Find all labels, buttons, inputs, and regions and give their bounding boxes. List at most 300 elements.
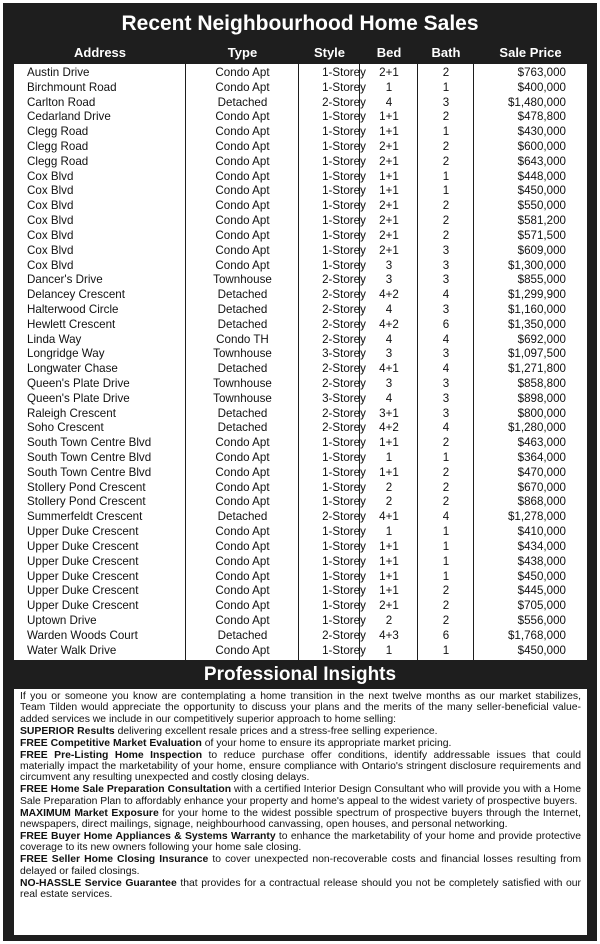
bed-cell: 4+3 [379,628,399,642]
price-cell: $364,000 [517,451,566,465]
insight-item [20,808,581,831]
price-cell: $556,000 [517,613,566,627]
bath-cell: 2 [442,214,450,228]
table-row [14,376,587,391]
address-cell: Carlton Road [27,95,96,109]
style-cell: 3-Storey [322,347,366,361]
type-cell: Detached [217,288,268,302]
type-cell: Condo Apt [215,451,270,465]
table-row [14,465,587,480]
bath-cell: 4 [442,332,450,346]
style-cell: 1-Storey [322,495,366,509]
bath-cell: 3 [442,347,450,361]
type-cell: Condo Apt [215,199,270,213]
insight-item [20,878,581,901]
insight-item [20,831,581,854]
insights-title: Professional Insights [203,664,397,685]
address-cell: Stollery Pond Crescent [27,480,146,494]
style-cell: 1-Storey [322,154,366,168]
address-cell: Birchmount Road [27,80,117,94]
table-row [14,198,587,213]
table-row [14,272,587,287]
bed-cell: 2 [385,480,393,494]
type-cell: Condo Apt [215,569,270,583]
bath-cell: 1 [442,643,450,657]
table-row [14,598,587,613]
bath-cell: 3 [442,406,450,420]
table-row [14,243,587,258]
table-row [14,569,587,584]
price-cell: $858,800 [517,377,566,390]
bed-cell: 4+2 [379,317,399,331]
address-cell: Clegg Road [27,125,89,139]
table-row [14,65,587,80]
insight-lead: NO-HASSLE Service Guarantee [20,877,177,889]
price-cell: $450,000 [517,184,566,198]
style-cell: 1-Storey [322,140,366,154]
bed-cell: 1+1 [379,569,399,583]
table-row [14,109,587,124]
price-cell: $1,480,000 [507,95,566,109]
type-cell: Detached [217,317,268,331]
bed-cell: 4 [385,302,393,316]
bath-cell: 3 [442,243,450,257]
insight-lead: FREE Pre-Listing Home Inspection [20,749,203,761]
address-cell: Dancer's Drive [27,273,103,287]
style-cell: 3-Storey [322,391,366,405]
insight-text: delivering excellent resale prices and a stress-free selling experience. [114,725,438,737]
price-cell: $448,000 [517,169,566,183]
header-style: Style [313,45,346,60]
price-cell: $1,300,000 [507,258,566,272]
type-cell: Condo Apt [215,465,270,479]
style-cell: 1-Storey [322,584,366,598]
table-row [14,258,587,273]
table-row [14,435,587,450]
style-cell: 1-Storey [322,539,366,553]
style-cell: 1-Storey [322,184,366,198]
bed-cell: 1+1 [379,465,399,479]
bath-cell: 4 [442,421,450,435]
style-cell: 1-Storey [322,465,366,479]
style-cell: 1-Storey [322,169,366,183]
header-bath: Bath [431,45,461,60]
type-cell: Condo Apt [215,613,270,627]
insight-text: to cover unexpected non-recoverable costs and financial losses resulting from delayed or failed closings. [20,854,581,877]
address-cell: Cox Blvd [27,258,74,272]
price-cell: $581,200 [517,214,566,228]
bed-cell: 2+1 [379,243,399,257]
address-cell: Warden Woods Court [27,628,138,642]
price-cell: $705,000 [517,599,566,613]
bed-cell: 1 [385,643,393,657]
table-row [14,509,587,524]
bed-cell: 1+1 [379,554,399,568]
table-row [14,391,587,406]
bath-cell: 3 [442,391,450,405]
price-cell: $434,000 [517,539,566,553]
insight-item [20,726,581,737]
type-cell: Detached [217,628,268,642]
bed-cell: 3 [385,258,393,272]
address-cell: Upper Duke Crescent [27,554,139,568]
insights-panel [14,689,587,935]
price-cell: $1,160,000 [507,302,566,316]
price-cell: $763,000 [517,66,566,79]
price-cell: $445,000 [517,584,566,598]
bed-cell: 2+1 [379,214,399,228]
address-cell: Queen's Plate Drive [27,377,130,390]
style-cell: 1-Storey [322,258,366,272]
type-cell: Condo Apt [215,140,270,154]
bed-cell: 1+1 [379,184,399,198]
bath-cell: 3 [442,258,450,272]
insight-lead: FREE Home Sale Preparation Consultation [20,784,232,796]
address-cell: Linda Way [27,332,82,346]
address-cell: Upper Duke Crescent [27,569,139,583]
address-cell: Cox Blvd [27,228,74,242]
address-cell: South Town Centre Blvd [27,465,152,479]
table-row [14,643,587,658]
bath-cell: 1 [442,525,450,539]
style-cell: 2-Storey [322,95,366,109]
bed-cell: 1+1 [379,539,399,553]
table-row [14,80,587,95]
bath-cell: 3 [442,377,450,390]
address-cell: Upper Duke Crescent [27,599,139,613]
address-cell: Upper Duke Crescent [27,584,139,598]
price-cell: $855,000 [517,273,566,287]
bed-cell: 4+1 [379,510,399,524]
bath-cell: 1 [442,539,450,553]
address-cell: Cox Blvd [27,214,74,228]
type-cell: Condo Apt [215,436,270,450]
bed-cell: 2+1 [379,199,399,213]
price-cell: $478,800 [517,110,566,124]
type-cell: Detached [217,406,268,420]
style-cell: 2-Storey [322,406,366,420]
table-row [14,169,587,184]
address-cell: South Town Centre Blvd [27,436,152,450]
style-cell: 1-Storey [322,525,366,539]
bed-cell: 4+2 [379,288,399,302]
type-cell: Detached [217,362,268,376]
insight-lead: MAXIMUM Market Exposure [20,807,159,819]
table-row [14,613,587,628]
header-bed: Bed [376,45,402,60]
bed-cell: 4+2 [379,421,399,435]
bed-cell: 2+1 [379,66,399,79]
address-cell: Clegg Road [27,140,89,154]
type-cell: Townhouse [213,347,272,361]
type-cell: Condo Apt [215,243,270,257]
bath-cell: 6 [442,317,450,331]
address-cell: Uptown Drive [27,613,97,627]
price-cell: $470,000 [517,465,566,479]
insights-intro: If you or someone you know are contemplating a home transition in the next twelve months as our market stabilizes, Team Tilden would appreciate the opportunity to discuss your plans and the merits of the many seller-beneficial value-added services we include in our competitively superior approach to home selling: [20,691,581,725]
table-row [14,494,587,509]
bath-cell: 1 [442,80,450,94]
insight-text: to enhance the marketability of your home and provide protective coverage to its new owners following your home sale closing. [20,830,581,854]
insight-lead: FREE Seller Home Closing Insurance [20,854,209,866]
page-title: Recent Neighbourhood Home Sales [121,12,479,35]
bath-cell: 2 [442,66,450,79]
address-cell: Cox Blvd [27,243,74,257]
style-cell: 1-Storey [322,199,366,213]
address-cell: Raleigh Crescent [27,406,116,420]
type-cell: Condo Apt [215,539,270,553]
address-cell: Longwater Chase [27,362,118,376]
address-cell: Delancey Crescent [27,288,125,302]
type-cell: Condo Apt [215,184,270,198]
bath-cell: 2 [442,110,450,124]
style-cell: 1-Storey [322,436,366,450]
style-cell: 1-Storey [322,599,366,613]
bed-cell: 2+1 [379,228,399,242]
type-cell: Condo Apt [215,125,270,139]
bed-cell: 1 [385,80,393,94]
price-cell: $410,000 [517,525,566,539]
price-cell: $600,000 [517,140,566,154]
type-cell: Condo Apt [215,258,270,272]
table-row [14,287,587,302]
table-row [14,361,587,376]
style-cell: 2-Storey [322,377,366,390]
type-cell: Condo Apt [215,214,270,228]
table-row [14,583,587,598]
style-cell: 1-Storey [322,451,366,465]
price-cell: $800,000 [517,406,566,420]
style-cell: 1-Storey [322,228,366,242]
price-cell: $400,000 [517,80,566,94]
address-cell: Upper Duke Crescent [27,525,139,539]
type-cell: Condo Apt [215,525,270,539]
bed-cell: 4 [385,95,393,109]
insight-item [20,854,581,877]
type-cell: Townhouse [213,377,272,390]
sales-flyer [3,3,597,941]
type-cell: Condo Apt [215,584,270,598]
bed-cell: 4+1 [379,362,399,376]
type-cell: Detached [217,510,268,524]
price-cell: $898,000 [517,391,566,405]
style-cell: 1-Storey [322,243,366,257]
bed-cell: 1+1 [379,169,399,183]
bath-cell: 2 [442,465,450,479]
type-cell: Condo Apt [215,599,270,613]
address-cell: Cox Blvd [27,199,74,213]
style-cell: 2-Storey [322,302,366,316]
bath-cell: 1 [442,184,450,198]
table-row [14,154,587,169]
table-row [14,183,587,198]
style-cell: 1-Storey [322,110,366,124]
bath-cell: 3 [442,302,450,316]
bath-cell: 2 [442,599,450,613]
bath-cell: 1 [442,451,450,465]
bath-cell: 2 [442,436,450,450]
insight-lead: FREE Competitive Market Evaluation [20,737,202,749]
style-cell: 1-Storey [322,554,366,568]
table-row [14,406,587,421]
bed-cell: 1+1 [379,436,399,450]
table-row [14,228,587,243]
style-cell: 1-Storey [322,643,366,657]
table-row [14,139,587,154]
price-cell: $1,350,000 [507,317,566,331]
bed-cell: 3 [385,347,393,361]
type-cell: Condo Apt [215,643,270,657]
price-cell: $450,000 [517,643,566,657]
bath-cell: 6 [442,628,450,642]
type-cell: Townhouse [213,391,272,405]
price-cell: $692,000 [517,332,566,346]
price-cell: $1,299,900 [507,288,566,302]
insight-lead: SUPERIOR Results [20,725,115,737]
header-sale-price: Sale Price [499,45,562,60]
insight-item [20,738,581,749]
bed-cell: 2 [385,495,393,509]
table-row [14,480,587,495]
price-cell: $450,000 [517,569,566,583]
address-cell: Upper Duke Crescent [27,539,139,553]
table-row [14,524,587,539]
price-cell: $1,271,800 [507,362,566,376]
type-cell: Condo Apt [215,80,270,94]
bath-cell: 2 [442,154,450,168]
insight-text: of your home to ensure its appropriate market pricing. [201,737,452,749]
style-cell: 2-Storey [322,628,366,642]
bed-cell: 4 [385,332,393,346]
sales-table [14,64,587,660]
table-row [14,95,587,110]
type-cell: Condo Apt [215,495,270,509]
address-cell: Halterwood Circle [27,302,119,316]
address-cell: Cox Blvd [27,169,74,183]
bed-cell: 2 [385,613,393,627]
bed-cell: 1 [385,525,393,539]
bath-cell: 2 [442,140,450,154]
table-header [3,43,597,63]
bath-cell: 2 [442,613,450,627]
table-row [14,539,587,554]
type-cell: Detached [217,95,268,109]
header-type: Type [227,45,258,60]
price-cell: $430,000 [517,125,566,139]
style-cell: 2-Storey [322,421,366,435]
style-cell: 2-Storey [322,288,366,302]
bed-cell: 1+1 [379,584,399,598]
insight-text: that provides for a contractual release should you not be completely satisfied with our real estate services. [20,877,581,900]
table-row [14,346,587,361]
table-row [14,554,587,569]
type-cell: Condo Apt [215,228,270,242]
style-cell: 2-Storey [322,510,366,524]
bed-cell: 3 [385,377,393,390]
header-address: Address [73,45,127,60]
price-cell: $550,000 [517,199,566,213]
type-cell: Condo Apt [215,169,270,183]
style-cell: 2-Storey [322,317,366,331]
bed-cell: 2+1 [379,599,399,613]
address-cell: Summerfeldt Crescent [27,510,143,524]
address-cell: South Town Centre Blvd [27,451,152,465]
style-cell: 1-Storey [322,569,366,583]
bath-cell: 2 [442,584,450,598]
style-cell: 1-Storey [322,480,366,494]
type-cell: Condo Apt [215,110,270,124]
style-cell: 1-Storey [322,613,366,627]
type-cell: Condo TH [216,332,269,346]
price-cell: $571,500 [517,228,566,242]
price-cell: $643,000 [517,154,566,168]
address-cell: Longridge Way [27,347,105,361]
bed-cell: 3 [385,273,393,287]
insight-item [20,784,581,807]
type-cell: Detached [217,302,268,316]
style-cell: 1-Storey [322,214,366,228]
type-cell: Detached [217,421,268,435]
address-cell: Hewlett Crescent [27,317,116,331]
bed-cell: 1+1 [379,125,399,139]
type-cell: Condo Apt [215,554,270,568]
insight-item [20,750,581,784]
insight-text: to reduce purchase offer conditions, identify addressable issues that could materially impact the marketability of your home, ensure compliance with Ontario's stringent disclosure requirements and circumvent any resulting unexpected and costly closing delays. [20,749,581,784]
bed-cell: 2+1 [379,154,399,168]
bath-cell: 1 [442,125,450,139]
price-cell: $609,000 [517,243,566,257]
price-cell: $1,768,000 [507,628,566,642]
table-row [14,317,587,332]
bath-cell: 2 [442,228,450,242]
price-cell: $1,280,000 [507,421,566,435]
bed-cell: 3+1 [379,406,399,420]
type-cell: Condo Apt [215,66,270,79]
table-row [14,332,587,347]
type-cell: Condo Apt [215,154,270,168]
table-row [14,302,587,317]
address-cell: Soho Crescent [27,421,104,435]
price-cell: $670,000 [517,480,566,494]
type-cell: Condo Apt [215,480,270,494]
address-cell: Cedarland Drive [27,110,111,124]
bath-cell: 1 [442,554,450,568]
bath-cell: 2 [442,480,450,494]
table-row [14,213,587,228]
price-cell: $1,097,500 [507,347,566,361]
price-cell: $868,000 [517,495,566,509]
bath-cell: 4 [442,362,450,376]
bed-cell: 1+1 [379,110,399,124]
bath-cell: 2 [442,199,450,213]
price-cell: $1,278,000 [507,510,566,524]
address-cell: Clegg Road [27,154,89,168]
style-cell: 2-Storey [322,273,366,287]
style-cell: 2-Storey [322,332,366,346]
bed-cell: 1 [385,451,393,465]
style-cell: 1-Storey [322,125,366,139]
bath-cell: 4 [442,510,450,524]
type-cell: Townhouse [213,273,272,287]
bath-cell: 3 [442,95,450,109]
style-cell: 2-Storey [322,362,366,376]
price-cell: $438,000 [517,554,566,568]
style-cell: 1-Storey [322,80,366,94]
bath-cell: 1 [442,569,450,583]
style-cell: 1-Storey [322,66,366,79]
insight-text: for your home to the widest possible spectrum of prospective buyers through the Internet, newspapers, direct mailings, signage, neighbourhood canvassing, open houses, and personal networking. [20,807,581,830]
bath-cell: 1 [442,169,450,183]
